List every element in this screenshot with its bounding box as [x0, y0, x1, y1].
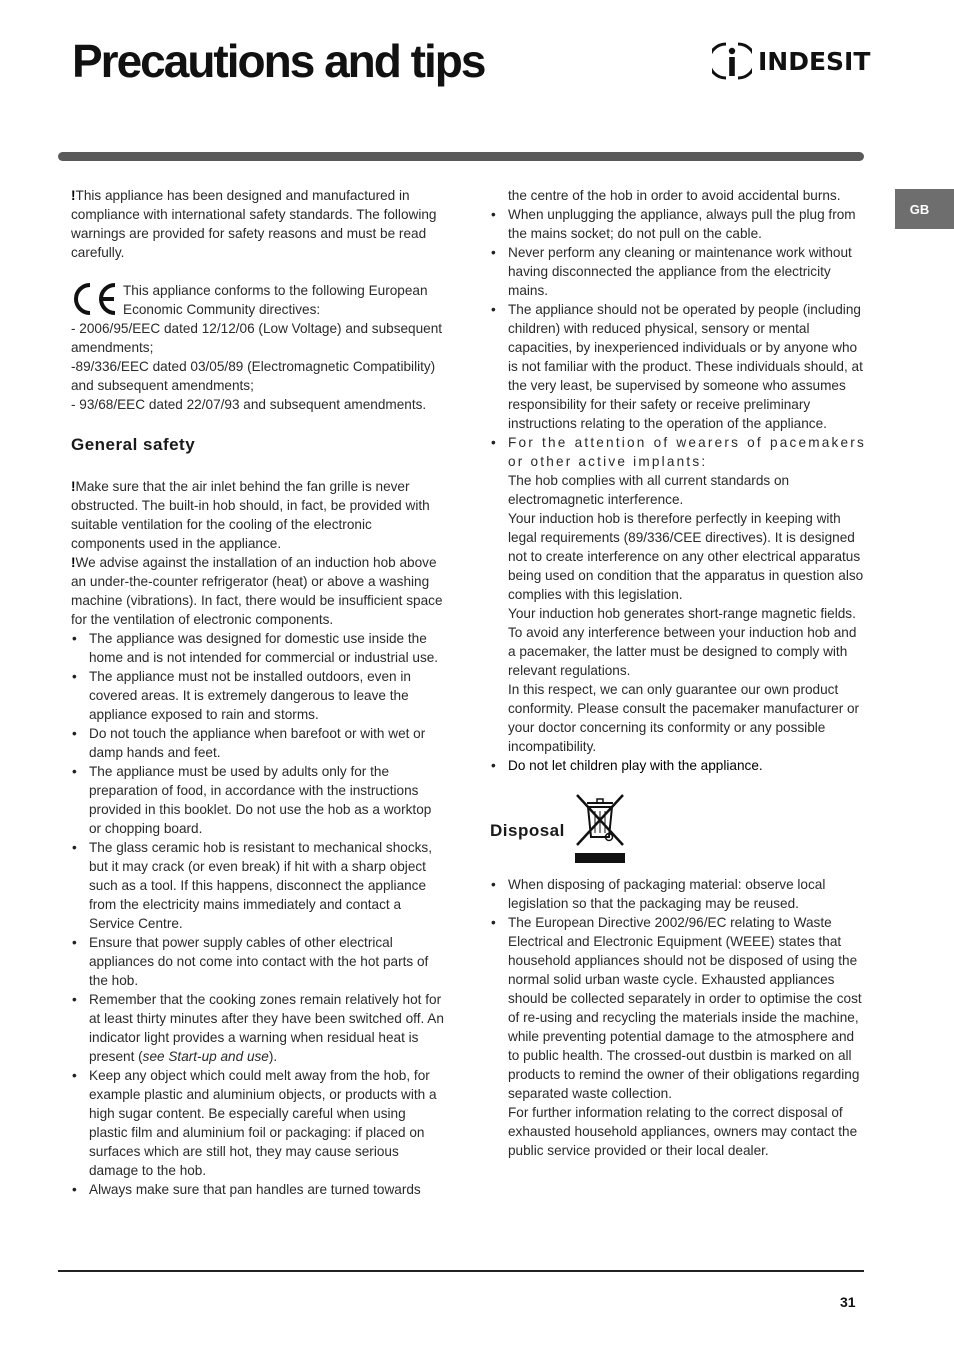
continued-text: the centre of the hob in order to avoid accidental burns.	[508, 188, 841, 203]
ce-mark-icon	[71, 281, 121, 317]
weee-paragraph: For further information relating to the correct disposal of exhausted household appliances, owners may contact the public service provided or their local dealer.	[508, 1105, 858, 1158]
list-item: • When unplugging the appliance, always pull the plug from the mains socket; do not pull on the cable.	[490, 205, 866, 243]
list-item: • The appliance must not be installed outdoors, even in covered areas. It is extremely dangerous to leave the appliance exposed to rain and storms.	[71, 667, 447, 724]
ce-directive: - 2006/95/EEC dated 12/12/06 (Low Voltage) and subsequent amendments;	[71, 321, 443, 355]
list-item	[71, 990, 447, 1066]
weee-paragraph: • The European Directive 2002/96/EC relating to Waste Electrical and Electronic Equipment (WEEE) states that household appliances should not be disposed of using the normal solid urban waste cycle. Exhausted appliances should be collected separately in order to optimise the cost of re-using and recycling the materials inside the machine, while preventing potential damage to the atmosphere and to public health. The crossed-out dustbin is marked on all products to remind the owner of their obligations regarding separated waste collection.	[508, 915, 862, 1101]
safety-list-continued	[490, 205, 866, 775]
general-safety-heading: General safety	[71, 435, 196, 454]
ce-conformity	[71, 281, 447, 414]
right-column	[490, 186, 866, 1160]
list-item: • Ensure that power supply cables of other electrical appliances do not come into contact with the hot parts of the hob.	[71, 933, 447, 990]
warning-mark: !	[71, 555, 76, 570]
brand-logo	[712, 40, 870, 82]
footer-divider	[58, 1270, 864, 1272]
list-item: • Keep any object which could melt away from the hob, for example plastic and aluminium objects, or products with a high sugar content. Be especially careful when using plastic film and aluminium foil or packaging: if placed on surfaces which are still hot, they may cause serious damage to the hob.	[71, 1066, 447, 1180]
warning-mark: !	[71, 479, 76, 494]
brand-name: INDESIT	[758, 46, 871, 76]
pacemaker-paragraph: To avoid any interference between your induction hob and a pacemaker, the latter must be designed to comply with relevant regulations.	[508, 625, 857, 678]
list-item: • The glass ceramic hob is resistant to mechanical shocks, but it may crack (or even break) if hit with a sharp object such as a tool. If this happens, disconnect the appliance from the electricity mains immediately and contact a Service Centre.	[71, 838, 447, 933]
disposal-heading: Disposal	[490, 821, 565, 840]
list-item: • The appliance must be used by adults only for the preparation of food, in accordance with the instructions provided in this booklet. Do not use the hob as a worktop or chopping board.	[71, 762, 447, 838]
disposal-header	[490, 791, 866, 865]
disposal-list	[490, 875, 866, 1160]
pacemaker-paragraph: In this respect, we can only guarantee our own product conformity. Please consult the pacemaker manufacturer or your doctor concerning its conformity or any possible incompatibility.	[508, 682, 860, 754]
safety-warning-text: We advise against the installation of an induction hob above an under-the-counter refrigerator (heat) or above a washing machine (vibrations). In fact, there would be insufficient space for the ventilation of electronic components.	[71, 555, 443, 627]
indesit-logo-icon	[712, 40, 752, 82]
pacemaker-heading: • For the attention of wearers of pacemakers or other active implants:	[508, 435, 866, 469]
list-item: • Do not touch the appliance when barefoot or with wet or damp hands and feet.	[71, 724, 447, 762]
page-title: Precautions and tips	[72, 35, 485, 87]
language-tab: GB	[895, 189, 954, 229]
list-item: • When disposing of packaging material: observe local legislation so that the packaging may be reused.	[490, 875, 866, 913]
list-item: • Do not let children play with the appliance.	[490, 756, 866, 775]
page-number: 31	[840, 1294, 856, 1310]
safety-warning-text: Make sure that the air inlet behind the fan grille is never obstructed. The built-in hob should, in fact, be provided with suitable ventilation for the cooling of the electronic components used in the appliance.	[71, 479, 430, 551]
residual-heat-text: Remember that the cooking zones remain relatively hot for at least thirty minutes after they have been switched off. An indicator light provides a warning when residual heat is present (	[89, 992, 444, 1064]
cross-reference: see Start-up and use	[142, 1049, 269, 1064]
crossed-out-bin-icon	[573, 791, 627, 865]
safety-warning	[71, 477, 447, 553]
list-item: • The appliance was designed for domestic use inside the home and is not intended for commercial or industrial use.	[71, 629, 447, 667]
left-column	[71, 186, 447, 1199]
list-item-weee	[490, 913, 866, 1160]
ce-directive: -89/336/EEC dated 03/05/89 (Electromagnetic Compatibility) and subsequent amendments;	[71, 359, 436, 393]
warning-mark: !	[71, 188, 76, 203]
pacemaker-paragraph: Your induction hob is therefore perfectly in keeping with legal requirements (89/336/CEE directives). It is designed not to create interference on any other electrical apparatus being used on condition that the apparatus in question also complies with this legislation.	[508, 511, 864, 602]
intro-warning	[71, 186, 447, 262]
ce-text: This appliance conforms to the following European Economic Community directives:	[123, 283, 428, 317]
residual-heat-end: ).	[268, 1049, 278, 1064]
safety-warning	[71, 553, 447, 629]
list-item-pacemaker	[490, 433, 866, 756]
pacemaker-paragraph: The hob complies with all current standards on electromagnetic interference.	[508, 473, 790, 507]
intro-warning-text: This appliance has been designed and manufactured in compliance with international safety standards. The following warnings are provided for safety reasons and must be read carefully.	[71, 188, 437, 260]
list-item: • The appliance should not be operated by people (including children) with reduced physical, sensory or mental capacities, by inexperienced individuals or by anyone who is not familiar with the product. These individuals should, at the very least, be supervised by someone who assumes responsibility for their safety or receive preliminary instructions relating to the operation of the appliance.	[490, 300, 866, 433]
list-item: • Never perform any cleaning or maintenance work without having disconnected the appliance from the electricity mains.	[490, 243, 866, 300]
pacemaker-paragraph: Your induction hob generates short-range magnetic fields.	[508, 606, 856, 621]
header-divider	[58, 152, 864, 161]
ce-directive: - 93/68/EEC dated 22/07/93 and subsequent amendments.	[71, 397, 427, 412]
safety-list	[71, 629, 447, 1199]
list-item: • Always make sure that pan handles are turned towards	[71, 1180, 447, 1199]
